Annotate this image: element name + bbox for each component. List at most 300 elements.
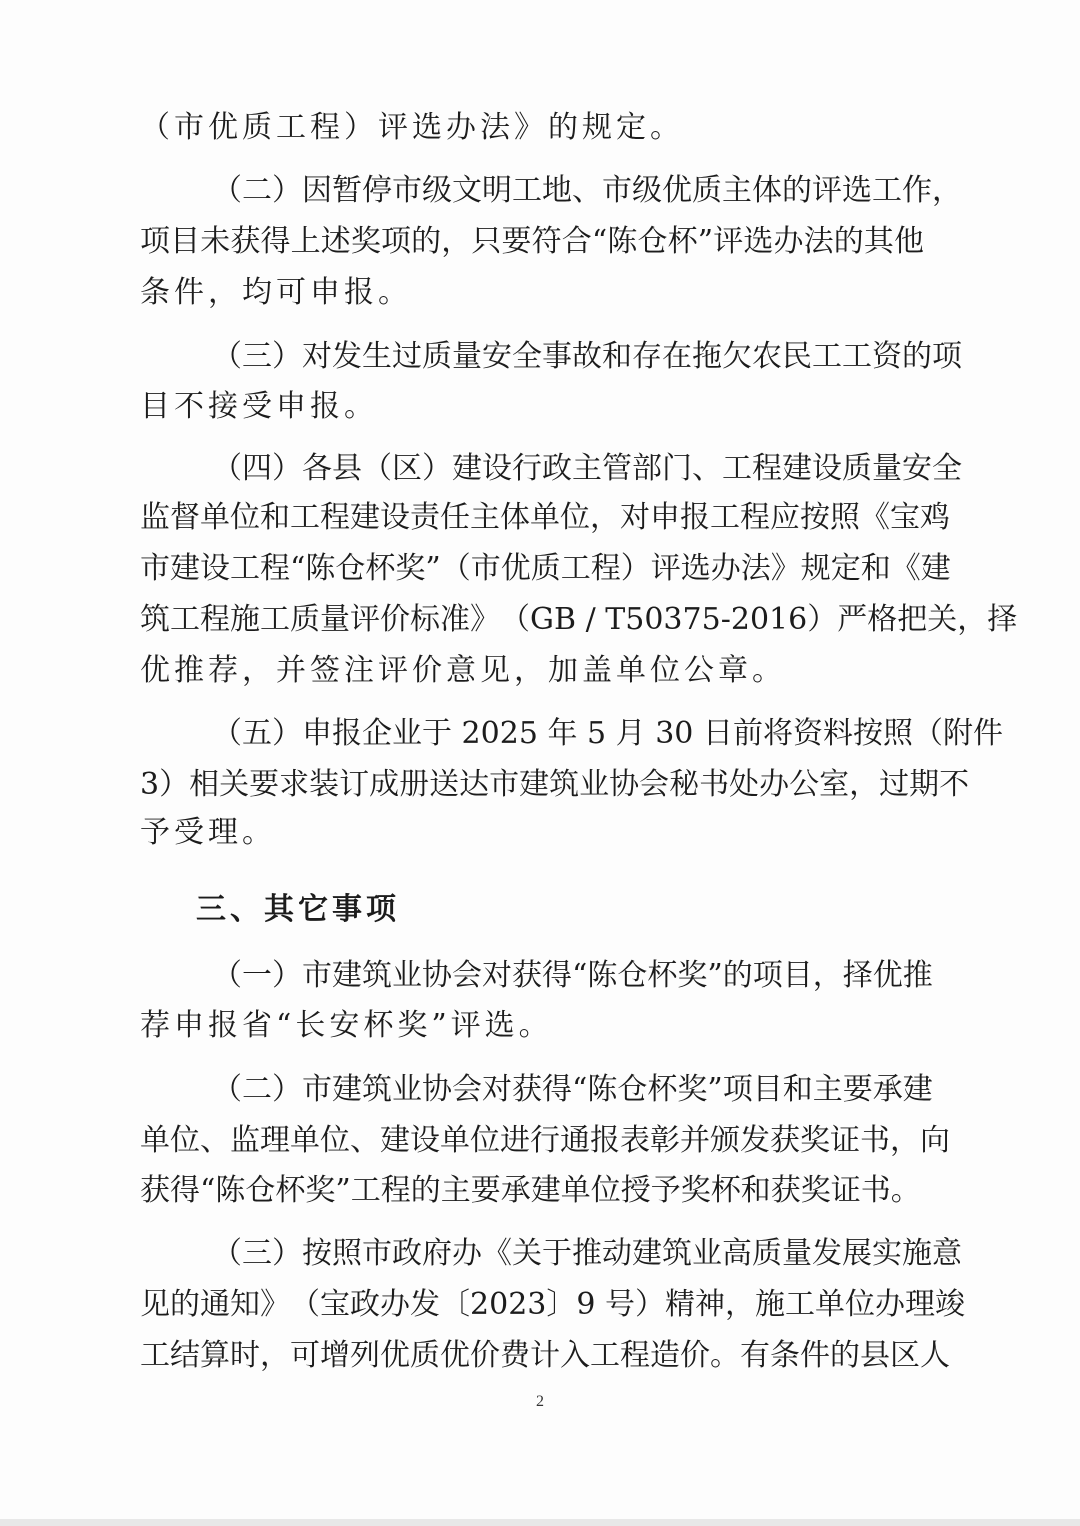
text-char: 3 — [655, 716, 675, 751]
text-char: 未 — [200, 224, 231, 259]
text-char: 证 — [830, 1173, 861, 1208]
text-char: 二 — [242, 1072, 272, 1107]
text-char: 》 — [770, 551, 801, 586]
text-char: 单 — [200, 500, 230, 535]
text-char: 对 — [482, 958, 512, 993]
text-char: 建 — [902, 1072, 933, 1107]
text-char: ） — [272, 1072, 302, 1107]
text-char: 区 — [890, 1338, 920, 1373]
text-char: 》 — [260, 1287, 290, 1322]
scan-edge — [0, 1519, 1080, 1526]
text-char: 拖 — [692, 339, 722, 374]
text-char: 办 — [875, 1287, 906, 1322]
text-char: 量 — [320, 602, 350, 637]
text-char: 施 — [755, 1287, 786, 1322]
paragraph-2-line-2 — [140, 222, 924, 262]
text-char: 停 — [362, 173, 392, 208]
text-char: ， — [590, 500, 620, 535]
text-char: 关 — [927, 602, 958, 637]
text-char: （ — [212, 451, 242, 486]
text-char: 会 — [452, 1072, 482, 1107]
text-char: 协 — [609, 767, 640, 802]
text-char: 推 — [572, 1236, 602, 1271]
text-char: 设 — [812, 451, 842, 486]
text-char: 只 — [471, 224, 502, 259]
text-char: 杯 — [667, 224, 698, 259]
paragraph-8-line-3 — [140, 1336, 950, 1376]
text-char: 。 — [710, 1338, 740, 1373]
text-char: 、 — [572, 173, 602, 208]
text-char: 项 — [722, 1072, 753, 1107]
text-char: 目 — [752, 1072, 783, 1107]
text-char: 市 — [140, 551, 170, 586]
text-char: （ — [212, 339, 242, 374]
text-char: （ — [212, 716, 242, 751]
text-char: 项 — [140, 224, 170, 259]
text-char: 选 — [743, 224, 774, 259]
text-char: 量 — [872, 451, 902, 486]
text-char: 主 — [812, 1072, 843, 1107]
text-char: 奖 — [305, 1173, 336, 1208]
text-char — [538, 714, 548, 754]
text-char: 1 — [769, 602, 789, 637]
text-char: 的 — [170, 1287, 200, 1322]
text-char: 仓 — [335, 551, 366, 586]
text-char: （ — [290, 1287, 320, 1322]
text-char: 增 — [320, 1338, 350, 1373]
text-char: 理 — [260, 1123, 290, 1158]
text-char: 要 — [249, 767, 280, 802]
text-char: 获 — [512, 1072, 542, 1107]
text-char: 和 — [260, 500, 290, 535]
text-char: 杯 — [647, 1072, 678, 1107]
text-char: 量 — [782, 1236, 812, 1271]
text-char: 安 — [902, 451, 932, 486]
text-char: 工 — [560, 551, 591, 586]
text-char: 订 — [339, 767, 370, 802]
text-char: 杯 — [365, 551, 396, 586]
text-char: 建 — [350, 500, 380, 535]
text-char — [693, 714, 703, 754]
text-char: 有 — [740, 1338, 770, 1373]
text-char: 发 — [332, 339, 362, 374]
text-char: 获 — [770, 1123, 800, 1158]
text-char: 优 — [500, 551, 531, 586]
text-char: 《 — [482, 1236, 512, 1271]
text-char: 监 — [230, 1123, 260, 1158]
text-char: 工 — [785, 1287, 816, 1322]
text-char: 获 — [140, 1173, 170, 1208]
text-char: 市 — [302, 1072, 332, 1107]
text-char: 0 — [749, 602, 770, 637]
text-char: 任 — [440, 500, 470, 535]
text-char: 府 — [422, 1236, 452, 1271]
text-char: 算 — [200, 1338, 230, 1373]
text-char: 2 — [461, 716, 481, 751]
text-char: / — [585, 602, 596, 637]
text-char: 协 — [422, 958, 452, 993]
text-char: 县 — [860, 1338, 890, 1373]
text-char: 知 — [230, 1287, 260, 1322]
text-line: （市优质工程）评选办法》的规定。 — [140, 110, 684, 145]
text-char — [595, 1285, 605, 1325]
text-char: 全 — [932, 451, 962, 486]
text-char: ， — [957, 602, 988, 637]
text-char: ） — [272, 173, 302, 208]
text-char: ， — [812, 958, 843, 993]
text-char: 监 — [140, 500, 170, 535]
text-char: 市 — [602, 173, 632, 208]
text-char: 报 — [590, 1123, 620, 1158]
text-line: 条件，均可申报。 — [140, 275, 412, 310]
text-char: 施 — [230, 602, 260, 637]
text-char: 奖 — [800, 1173, 831, 1208]
text-char: 三 — [242, 1236, 272, 1271]
text-char: 工 — [350, 1173, 381, 1208]
text-char: 选 — [680, 551, 711, 586]
text-char: 结 — [170, 1338, 200, 1373]
text-char: 把 — [897, 602, 928, 637]
text-char: 优 — [872, 958, 903, 993]
text-char: 和 — [740, 1173, 771, 1208]
text-char: 可 — [290, 1338, 320, 1373]
text-char: 严 — [837, 602, 868, 637]
text-char: 质 — [410, 1338, 440, 1373]
text-char: 管 — [602, 451, 632, 486]
text-char: 期 — [909, 767, 940, 802]
text-char: 件 — [800, 1338, 830, 1373]
text-char: 文 — [452, 173, 482, 208]
text-char: 7 — [682, 602, 702, 637]
text-char: （ — [212, 1236, 242, 1271]
text-char: （ — [500, 602, 530, 637]
text-char: 建 — [519, 767, 550, 802]
text-char: 评 — [350, 602, 380, 637]
text-char: 业 — [692, 1236, 722, 1271]
text-char: 评 — [650, 551, 681, 586]
text-char: 因 — [302, 173, 332, 208]
text-char: 体 — [752, 173, 782, 208]
text-char: 督 — [170, 500, 200, 535]
text-char: 择 — [842, 958, 873, 993]
text-char: ） — [620, 551, 651, 586]
text-line: 荐申报省“长安杯奖”评选。 — [140, 1008, 553, 1043]
text-char: 工 — [140, 1338, 170, 1373]
text-char: 的 — [411, 224, 442, 259]
text-char: 市 — [392, 173, 422, 208]
text-char: ” — [707, 1072, 723, 1107]
text-char: 奖 — [350, 224, 381, 259]
text-char: 5 — [518, 716, 538, 751]
text-char: 工 — [842, 339, 872, 374]
text-char: 工 — [170, 602, 200, 637]
text-char: 工 — [812, 339, 842, 374]
text-char: 位 — [320, 1123, 350, 1158]
text-char: “ — [572, 1072, 588, 1107]
text-char: 申 — [650, 500, 680, 535]
text-char: 照 — [332, 1236, 362, 1271]
text-char: 工 — [710, 500, 740, 535]
text-char: 评 — [713, 224, 744, 259]
text-char: 装 — [309, 767, 340, 802]
text-char: 政 — [350, 1287, 380, 1322]
text-char: 计 — [530, 1338, 560, 1373]
text-char: 工 — [872, 173, 902, 208]
text-char — [596, 600, 606, 640]
text-char: 仓 — [617, 1072, 648, 1107]
text-char: 前 — [732, 716, 763, 751]
text-char: 对 — [302, 339, 332, 374]
text-char: 《 — [860, 500, 890, 535]
text-char: 五 — [242, 716, 272, 751]
text-char: 0 — [644, 602, 664, 637]
text-char: 事 — [542, 339, 572, 374]
text-char: 发 — [812, 1236, 842, 1271]
text-char: 门 — [662, 451, 692, 486]
text-char: 质 — [422, 339, 452, 374]
text-char: 市 — [362, 1236, 392, 1271]
text-char: 资 — [872, 339, 902, 374]
text-char: 施 — [902, 1236, 932, 1271]
text-char: 市 — [470, 551, 501, 586]
text-char: 协 — [422, 1072, 452, 1107]
text-char: 地 — [542, 173, 572, 208]
text-char: 的 — [410, 1173, 441, 1208]
text-char: 达 — [459, 767, 490, 802]
text-char: 价 — [470, 1338, 500, 1373]
text-char: 0 — [489, 1287, 509, 1322]
text-char: 位 — [845, 1287, 876, 1322]
text-char: 业 — [392, 1072, 422, 1107]
text-char: 选 — [842, 173, 872, 208]
text-char: 主 — [470, 500, 500, 535]
text-char: 并 — [680, 1123, 710, 1158]
text-char: 见 — [140, 1287, 170, 1322]
text-char: 故 — [572, 339, 602, 374]
text-char: 将 — [762, 716, 793, 751]
text-char: 2 — [730, 602, 750, 637]
text-char: 于 — [542, 1236, 572, 1271]
text-char: 奖 — [677, 958, 708, 993]
text-char: 目 — [170, 224, 201, 259]
text-char: 位 — [560, 500, 590, 535]
text-char: 三 — [242, 339, 272, 374]
text-char: 鸡 — [920, 500, 950, 535]
text-char: 一 — [242, 958, 272, 993]
text-char: 明 — [482, 173, 512, 208]
text-char: 授 — [620, 1173, 651, 1208]
text-char: 颁 — [710, 1123, 740, 1158]
text-char: 照 — [882, 716, 913, 751]
text-char: 体 — [500, 500, 530, 535]
text-char: 设 — [200, 551, 230, 586]
text-char: 行 — [530, 1123, 560, 1158]
text-char: 送 — [429, 767, 460, 802]
text-char: 量 — [452, 339, 482, 374]
text-char: ） — [422, 451, 452, 486]
text-char: 书 — [699, 767, 730, 802]
text-char: 全 — [512, 339, 542, 374]
text-char: 关 — [512, 1236, 542, 1271]
text-char: （ — [362, 451, 392, 486]
text-char: 资 — [792, 716, 823, 751]
text-char: 主 — [722, 173, 752, 208]
text-char: 公 — [789, 767, 820, 802]
text-char: 单 — [530, 500, 560, 535]
text-char: 时 — [230, 1338, 260, 1373]
text-char: 业 — [579, 767, 610, 802]
text-char: 程 — [752, 451, 782, 486]
text-char: ” — [425, 551, 441, 586]
text-char: ） — [159, 767, 190, 802]
text-line: 目不接受申报。 — [140, 389, 378, 424]
text-char: 予 — [650, 1173, 681, 1208]
text-char: 宝 — [890, 500, 920, 535]
text-char: 办 — [773, 224, 804, 259]
text-char: 建 — [332, 958, 362, 993]
text-char: 程 — [590, 551, 621, 586]
text-char: 承 — [872, 1072, 903, 1107]
text-char: 市 — [489, 767, 520, 802]
text-char: 得 — [542, 958, 572, 993]
paragraph-4-line-4 — [140, 600, 1018, 640]
text-char: 工 — [230, 551, 260, 586]
text-char: 进 — [500, 1123, 530, 1158]
text-char — [577, 714, 587, 754]
text-char: 法 — [740, 551, 771, 586]
text-char: ） — [272, 958, 302, 993]
text-char: 彰 — [650, 1123, 680, 1158]
text-char: 价 — [380, 602, 410, 637]
text-char: 奖 — [680, 1173, 711, 1208]
text-char: （ — [440, 551, 471, 586]
text-char: 项 — [752, 958, 783, 993]
text-char: 获 — [770, 1173, 801, 1208]
text-char: “ — [200, 1173, 216, 1208]
text-char: 单 — [440, 1123, 470, 1158]
text-char: 设 — [380, 500, 410, 535]
paragraph-4-line-1 — [212, 449, 962, 489]
text-char: 竣 — [935, 1287, 966, 1322]
text-char: 承 — [500, 1173, 531, 1208]
text-char: 成 — [369, 767, 400, 802]
text-line: 予受理。 — [140, 815, 276, 850]
text-char: 目 — [782, 958, 813, 993]
text-char: 办 — [452, 1236, 482, 1271]
text-char: 杯 — [275, 1173, 306, 1208]
text-char: 号 — [605, 1287, 636, 1322]
text-char: （ — [212, 958, 242, 993]
text-char: 建 — [380, 1123, 410, 1158]
text-char: 单 — [140, 1123, 170, 1158]
text-char: 述 — [320, 224, 351, 259]
text-char: （ — [212, 173, 242, 208]
text-char: 应 — [770, 500, 800, 535]
paragraph-5-line-1 — [212, 714, 1003, 754]
text-char: “ — [591, 224, 608, 259]
text-char: 四 — [242, 451, 272, 486]
text-char: 筑 — [140, 602, 170, 637]
text-char: 动 — [602, 1236, 632, 1271]
text-char: 工 — [590, 1338, 620, 1373]
text-char: 程 — [320, 500, 350, 535]
text-char: 陈 — [215, 1173, 246, 1208]
text-char: 欠 — [722, 339, 752, 374]
text-char: 二 — [242, 173, 272, 208]
text-char — [646, 714, 656, 754]
text-char: 陈 — [587, 1072, 618, 1107]
text-char: 位 — [230, 500, 260, 535]
text-char: 准 — [440, 602, 470, 637]
text-char: 2 — [470, 1287, 490, 1322]
text-char: 工 — [290, 500, 320, 535]
text-char: ， — [725, 1287, 756, 1322]
text-char: 列 — [350, 1338, 380, 1373]
text-char: 质 — [842, 451, 872, 486]
text-char: 程 — [740, 500, 770, 535]
paragraph-5-line-2 — [140, 765, 970, 805]
text-char: 法 — [803, 224, 834, 259]
text-char: 筑 — [362, 958, 392, 993]
text-char: 安 — [482, 339, 512, 374]
text-char: 于 — [422, 716, 452, 751]
text-char: （ — [912, 716, 943, 751]
text-char: 按 — [302, 1236, 332, 1271]
text-char: 发 — [740, 1123, 770, 1158]
text-char: 规 — [800, 551, 831, 586]
text-char: 精 — [665, 1287, 696, 1322]
text-char: ， — [260, 1338, 290, 1373]
text-char: 合 — [561, 224, 592, 259]
text-char — [606, 714, 616, 754]
text-char: 单 — [815, 1287, 846, 1322]
text-char: 评 — [812, 173, 842, 208]
text-char: 9 — [576, 1287, 596, 1322]
text-char: 《 — [890, 551, 921, 586]
text-char: 仓 — [617, 958, 648, 993]
text-char: 0 — [674, 716, 694, 751]
text-char: 高 — [722, 1236, 752, 1271]
text-char: 项 — [932, 339, 962, 374]
text-char: 程 — [620, 1338, 650, 1373]
text-char: 、 — [692, 451, 722, 486]
text-char: 室 — [819, 767, 850, 802]
text-char: 价 — [680, 1338, 710, 1373]
text-char: 办 — [759, 767, 790, 802]
text-char: 市 — [302, 958, 332, 993]
text-char: 标 — [410, 602, 440, 637]
text-char: 优 — [662, 173, 692, 208]
text-char: 和 — [602, 339, 632, 374]
text-char: 工 — [260, 602, 290, 637]
text-char: 民 — [782, 339, 812, 374]
text-char: 书 — [860, 1123, 890, 1158]
text-char: 关 — [219, 767, 250, 802]
text-char: 5 — [701, 602, 721, 637]
text-char: 相 — [189, 767, 220, 802]
text-char: 6 — [788, 602, 808, 637]
text-char: 的 — [833, 224, 864, 259]
text-char: 过 — [392, 339, 422, 374]
text-char: ） — [272, 1236, 302, 1271]
text-char: 造 — [650, 1338, 680, 1373]
text-char: 求 — [279, 767, 310, 802]
text-char: 发 — [410, 1287, 440, 1322]
text-char: 责 — [410, 500, 440, 535]
text-char: 通 — [200, 1287, 230, 1322]
text-char: 的 — [902, 339, 932, 374]
text-char: 〕 — [546, 1287, 577, 1322]
